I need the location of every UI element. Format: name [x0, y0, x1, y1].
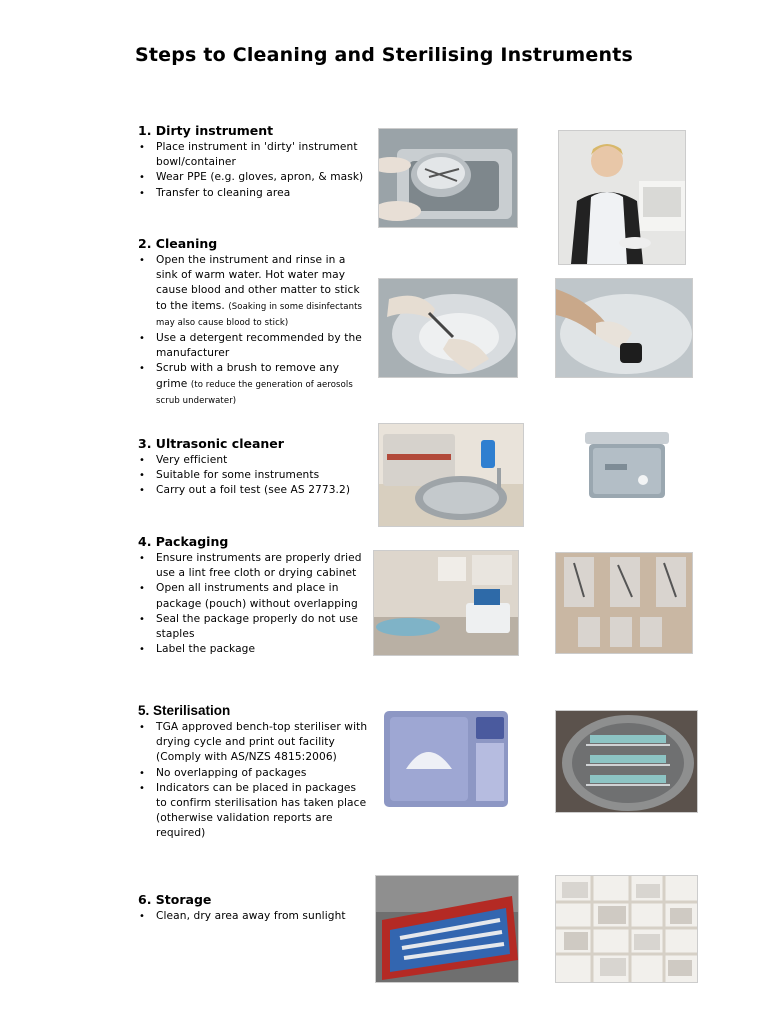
- list-item: • Label the package: [138, 642, 368, 657]
- list-item: • Place instrument in 'dirty' instrument bowl/container: [138, 140, 368, 170]
- section-heading: 6. Storage: [138, 892, 212, 907]
- instrument-bowl-photo-icon: [378, 128, 518, 228]
- autoclave-photo-icon: [380, 707, 512, 811]
- list-item: • Ensure instruments are properly dried use a lint free cloth or drying cabinet: [138, 551, 368, 581]
- list-item: • Open the instrument and rinse in a sink of warm water. Hot water may cause blood and other matter to stick to the items. (Soaking in some disinfectants may also cause blood to stick): [138, 253, 368, 331]
- sink-ultrasonic-photo-icon: [378, 423, 524, 527]
- bullet-list: [138, 140, 368, 201]
- list-item: • Clean, dry area away from sunlight: [138, 909, 368, 924]
- storage-shelves-photo-icon: [555, 875, 698, 983]
- list-item: • Indicators can be placed in packages to confirm sterilisation has taken place (otherwise validation reports are required): [138, 781, 368, 842]
- section-heading: 3. Ultrasonic cleaner: [138, 436, 284, 451]
- bullet-list: [138, 453, 368, 499]
- list-item: • Wear PPE (e.g. gloves, apron, & mask): [138, 170, 368, 185]
- section-dirty-instrument: [138, 123, 368, 201]
- bullet-list: [138, 720, 368, 842]
- list-item: • Carry out a foil test (see AS 2773.2): [138, 483, 368, 498]
- list-item: • Use a detergent recommended by the manufacturer: [138, 331, 368, 361]
- section-heading: 1. Dirty instrument: [138, 123, 274, 138]
- section-cleaning: [138, 236, 368, 409]
- instrument-pouches-photo-icon: [555, 552, 693, 654]
- list-item: • Very efficient: [138, 453, 368, 468]
- bullet-list: [138, 909, 368, 924]
- scrubbing-underwater-photo-icon: [555, 278, 693, 378]
- list-item: • Suitable for some instruments: [138, 468, 368, 483]
- list-item: • TGA approved bench-top steriliser with drying cycle and print out facility (Comply with AS/NZS 4815:2006): [138, 720, 368, 766]
- section-storage: [138, 892, 368, 924]
- page-title: Steps to Cleaning and Sterilising Instruments: [134, 44, 634, 66]
- section-heading: 4. Packaging: [138, 534, 229, 549]
- list-item: • Seal the package properly do not use staples: [138, 612, 368, 642]
- ultrasonic-unit-photo-icon: [583, 430, 671, 502]
- packaging-bench-photo-icon: [373, 550, 519, 656]
- section-ultrasonic-cleaner: [138, 436, 368, 499]
- autoclave-chamber-photo-icon: [555, 710, 698, 813]
- list-item: • Scrub with a brush to remove any grime (to reduce the generation of aerosols scrub underwater): [138, 361, 368, 409]
- list-item: • No overlapping of packages: [138, 766, 368, 781]
- section-heading: 5. Sterilisation: [138, 703, 231, 718]
- section-packaging: [138, 534, 368, 657]
- list-item: • Transfer to cleaning area: [138, 186, 368, 201]
- storage-drawer-photo-icon: [375, 875, 519, 983]
- section-heading: 2. Cleaning: [138, 236, 218, 251]
- bullet-list: [138, 551, 368, 657]
- staff-in-ppe-photo-icon: [558, 130, 686, 265]
- bullet-list: [138, 253, 368, 409]
- section-sterilisation: [138, 703, 368, 842]
- rinsing-instrument-photo-icon: [378, 278, 518, 378]
- list-item: • Open all instruments and place in package (pouch) without overlapping: [138, 581, 368, 611]
